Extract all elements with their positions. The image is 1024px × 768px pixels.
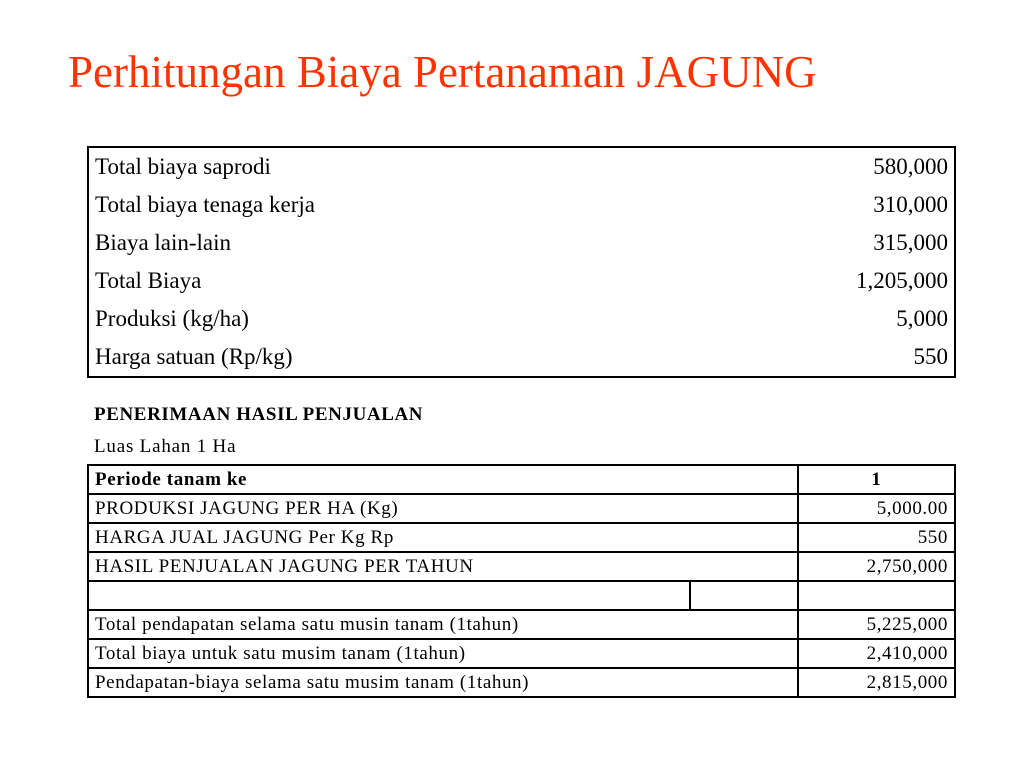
revenue-value: 5,225,000 bbox=[798, 610, 955, 639]
empty-value bbox=[798, 581, 955, 610]
revenue-heading: PENERIMAAN HASIL PENJUALAN bbox=[94, 404, 424, 425]
cost-label: Produksi (kg/ha) bbox=[95, 306, 249, 331]
revenue-subheading: Luas Lahan 1 Ha bbox=[94, 436, 237, 457]
cell-divider bbox=[689, 581, 691, 610]
cost-label: Total biaya tenaga kerja bbox=[95, 192, 315, 217]
revenue-label: Total biaya untuk satu musim tanam (1tahun) bbox=[88, 639, 798, 668]
cost-label: Total Biaya bbox=[95, 268, 202, 293]
table-row bbox=[88, 300, 955, 338]
cost-value: 315,000 bbox=[873, 230, 948, 255]
revenue-label: HASIL PENJUALAN JAGUNG PER TAHUN bbox=[88, 552, 798, 581]
table-row bbox=[88, 552, 955, 581]
revenue-label: Total pendapatan selama satu musin tanam (1tahun) bbox=[88, 610, 798, 639]
cost-value: 580,000 bbox=[873, 154, 948, 179]
table-row bbox=[88, 494, 955, 523]
revenue-value: 550 bbox=[798, 523, 955, 552]
table-row bbox=[88, 147, 955, 186]
cost-label: Harga satuan (Rp/kg) bbox=[95, 344, 293, 369]
cost-value: 310,000 bbox=[873, 192, 948, 217]
revenue-value: 2,410,000 bbox=[798, 639, 955, 668]
cost-value: 5,000 bbox=[896, 306, 948, 331]
revenue-label: HARGA JUAL JAGUNG Per Kg Rp bbox=[88, 523, 798, 552]
page-title: Perhitungan Biaya Pertanaman JAGUNG bbox=[68, 47, 817, 97]
header-label: Periode tanam ke bbox=[88, 465, 798, 494]
empty-row bbox=[88, 581, 955, 610]
revenue-table bbox=[87, 464, 956, 698]
table-row bbox=[88, 610, 955, 639]
revenue-value: 2,815,000 bbox=[798, 668, 955, 697]
header-value: 1 bbox=[798, 465, 955, 494]
empty-cell bbox=[88, 581, 798, 610]
table-row bbox=[88, 639, 955, 668]
table-row bbox=[88, 338, 955, 377]
cost-label: Total biaya saprodi bbox=[95, 154, 271, 179]
cost-label: Biaya lain-lain bbox=[95, 230, 232, 255]
cost-table bbox=[87, 146, 956, 378]
table-row bbox=[88, 262, 955, 300]
table-row bbox=[88, 224, 955, 262]
revenue-label: PRODUKSI JAGUNG PER HA (Kg) bbox=[88, 494, 798, 523]
table-row bbox=[88, 186, 955, 224]
revenue-label: Pendapatan-biaya selama satu musim tanam (1tahun) bbox=[88, 668, 798, 697]
cost-value: 550 bbox=[913, 344, 948, 369]
revenue-value: 2,750,000 bbox=[798, 552, 955, 581]
table-row bbox=[88, 668, 955, 697]
cost-value: 1,205,000 bbox=[856, 268, 948, 293]
revenue-value: 5,000.00 bbox=[798, 494, 955, 523]
table-row bbox=[88, 523, 955, 552]
table-header-row bbox=[88, 465, 955, 494]
